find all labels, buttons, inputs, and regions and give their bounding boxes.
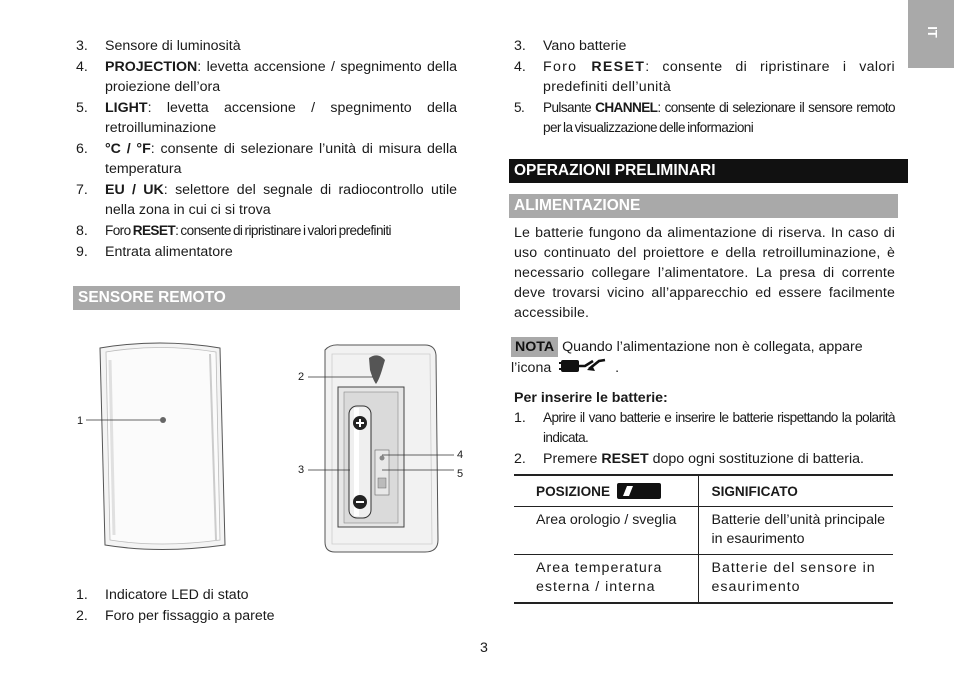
feature-list-left <box>76 36 457 262</box>
sensor-figure <box>70 330 470 560</box>
sensor-parts <box>76 585 457 627</box>
note-period: . <box>615 360 620 376</box>
list-item: 7. EU / UK: selettore del segnale di radiocontrollo utile nella zona in cui ci si trova <box>76 182 457 218</box>
insert-steps-list <box>514 408 895 469</box>
sensor-heading: SENSORE REMOTO <box>73 286 460 310</box>
list-item: 8. Foro RESET: consente di ripristinare i valori predefiniti <box>76 223 391 239</box>
list-item: 6. °C / °F: consente di selezionare l’unità di misura della temperatura <box>76 141 457 177</box>
figure-label-4: 4 <box>457 449 464 461</box>
list-item: 4. Foro RESET: consente di ripristinare i valori predefiniti dell’unità <box>514 59 895 95</box>
note-label: NOTA <box>511 337 558 357</box>
language-tab-label: IT <box>925 26 940 38</box>
language-tab <box>908 0 954 68</box>
list-item: 2. Premere RESET dopo ogni sostituzione di batteria. <box>514 451 864 467</box>
left-column <box>76 36 457 263</box>
insert-steps <box>514 408 895 470</box>
list-item: 9. Entrata alimentatore <box>76 244 233 260</box>
list-item: 1. Aprire il vano batterie e inserire le batterie rispettando la polarità indicata. <box>514 410 895 445</box>
figure-label-2: 2 <box>298 371 305 383</box>
figure-label-5: 5 <box>457 468 464 480</box>
table-row <box>514 554 893 603</box>
power-heading: ALIMENTAZIONE <box>509 194 898 218</box>
sensor-parts-list <box>76 585 457 626</box>
operations-heading: OPERAZIONI PRELIMINARI <box>509 159 908 183</box>
figure-label-3: 3 <box>298 464 305 476</box>
table-cell: Batterie del sensore in esaurimento <box>698 554 893 603</box>
note <box>511 337 897 378</box>
table-cell: Area temperatura esterna / interna <box>514 554 698 603</box>
list-item: 5. Pulsante CHANNEL: consente di selezionare il sensore remoto per la visualizzazione delle informazioni <box>514 100 896 135</box>
page-number: 3 <box>480 640 488 656</box>
power-text: Le batterie fungono da alimentazione di riserva. In caso di uso continuato del proiettore e della retroilluminazione, è necessario collegare l’alimentatore. La presa di corrente deve trovarsi vicino all’apparecchio ed essere facilmente accessibile. <box>514 225 895 321</box>
table-header-meaning: SIGNIFICATO <box>698 475 893 506</box>
battery-table <box>514 474 893 604</box>
note-text: Quando l’alimentazione non è collegata, appare l’icona <box>511 339 863 376</box>
feature-list-right <box>514 36 895 138</box>
table-cell: Batterie dell’unità principale in esaurimento <box>698 506 893 554</box>
list-item: 5. LIGHT: levetta accensione / spegnimento della retroilluminazione <box>76 100 457 136</box>
figure-label-1: 1 <box>77 415 84 427</box>
list-item: 2. Foro per fissaggio a parete <box>76 608 275 624</box>
list-item: 3. Vano batterie <box>514 38 627 54</box>
power-plug-icon <box>559 357 611 375</box>
list-item: 3. Sensore di luminosità <box>76 38 241 54</box>
table-header-position: POSIZIONE <box>514 475 698 506</box>
table-row <box>514 506 893 554</box>
table-cell: Area orologio / sveglia <box>514 506 698 554</box>
list-item: 4. PROJECTION: levetta accensione / spegnimento della proiezione dell’ora <box>76 59 457 95</box>
low-battery-icon <box>617 483 663 499</box>
right-column <box>514 36 895 139</box>
insert-title: Per inserire le batterie: <box>514 390 668 406</box>
list-item: 1. Indicatore LED di stato <box>76 587 249 603</box>
table-header-row <box>514 475 893 506</box>
